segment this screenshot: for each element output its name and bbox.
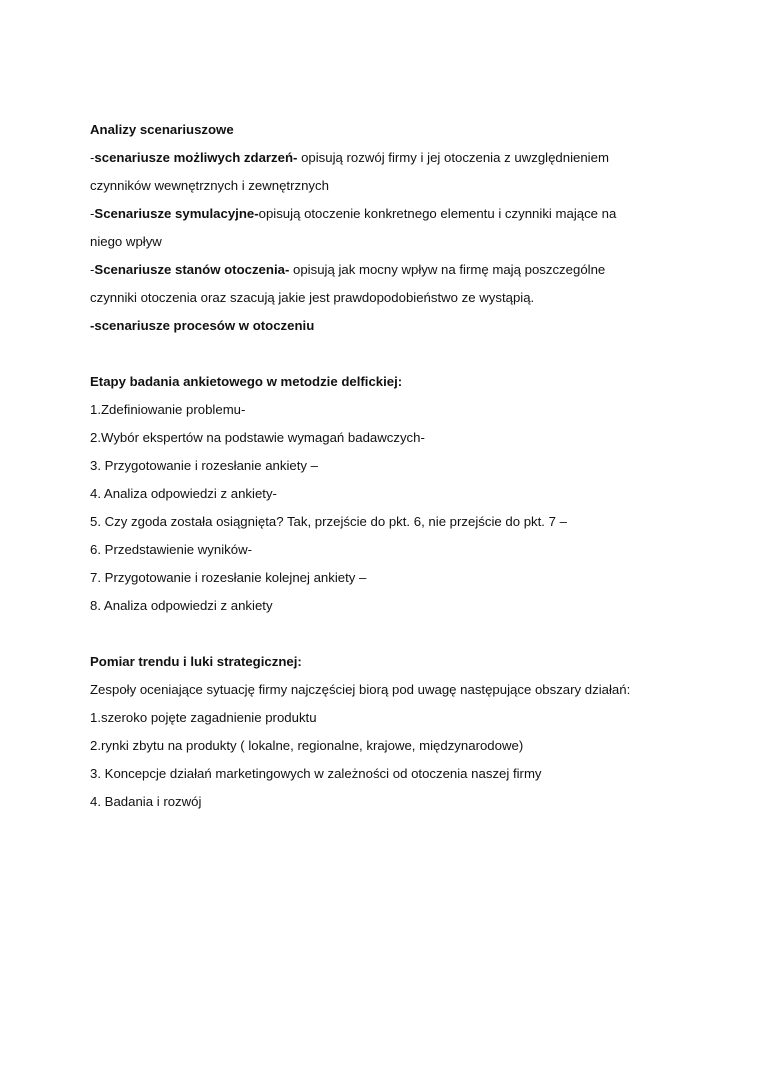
- list-item: 7. Przygotowanie i rozesłanie kolejnej ankiety –: [90, 570, 367, 585]
- list-item: 3. Koncepcje działań marketingowych w zależności od otoczenia naszej firmy: [90, 766, 542, 781]
- scenario-item-processes: -scenariusze procesów w otoczeniu: [90, 318, 315, 333]
- list-item: 5. Czy zgoda została osiągnięta? Tak, przejście do pkt. 6, nie przejście do pkt. 7 –: [90, 514, 567, 529]
- item-term: Scenariusze stanów otoczenia-: [94, 262, 290, 277]
- list-item: 8. Analiza odpowiedzi z ankiety: [90, 598, 273, 613]
- list-item: 2.rynki zbytu na produkty ( lokalne, regionalne, krajowe, międzynarodowe): [90, 738, 524, 753]
- item-text: opisują jak mocny wpływ na firmę mają poszczególne: [289, 262, 606, 277]
- scenario-item-simulation: [90, 200, 730, 228]
- list-item: 6. Przedstawienie wyników-: [90, 542, 252, 557]
- list-item: 3. Przygotowanie i rozesłanie ankiety –: [90, 458, 318, 473]
- item-prefix: -: [90, 206, 95, 221]
- item-prefix: -: [90, 262, 95, 277]
- section-heading-delphi-stages: Etapy badania ankietowego w metodzie delfickiej:: [90, 374, 403, 389]
- scenario-item-environment-states: [90, 256, 730, 284]
- scenario-item-possible-events-cont: czynników wewnętrznych i zewnętrznych: [90, 178, 329, 193]
- item-text: opisują otoczenie konkretnego elementu i czynniki mające na: [258, 206, 617, 221]
- list-item: 1.Zdefiniowanie problemu-: [90, 402, 246, 417]
- scenario-item-environment-states-cont: czynniki otoczenia oraz szacują jakie jest prawdopodobieństwo ze wystąpią.: [90, 290, 535, 305]
- document-page: [90, 116, 730, 816]
- list-item: 1.szeroko pojęte zagadnienie produktu: [90, 710, 317, 725]
- scenario-item-simulation-cont: niego wpływ: [90, 234, 162, 249]
- item-term: Scenariusze symulacyjne-: [94, 206, 259, 221]
- scenario-item-possible-events: [90, 144, 730, 172]
- paragraph-gap: [90, 620, 730, 648]
- section-intro: Zespoły oceniające sytuację firmy najczęściej biorą pod uwagę następujące obszary działań:: [90, 682, 631, 697]
- item-prefix: -: [90, 150, 95, 165]
- list-item: 4. Badania i rozwój: [90, 794, 202, 809]
- section-heading-trend-gap: Pomiar trendu i luki strategicznej:: [90, 654, 302, 669]
- item-term: scenariusze możliwych zdarzeń-: [94, 150, 298, 165]
- paragraph-gap: [90, 340, 730, 368]
- section-heading-scenario-analysis: Analizy scenariuszowe: [90, 122, 234, 137]
- item-text: opisują rozwój firmy i jej otoczenia z uwzględnieniem: [297, 150, 609, 165]
- list-item: 4. Analiza odpowiedzi z ankiety-: [90, 486, 277, 501]
- list-item: 2.Wybór ekspertów na podstawie wymagań badawczych-: [90, 430, 425, 445]
